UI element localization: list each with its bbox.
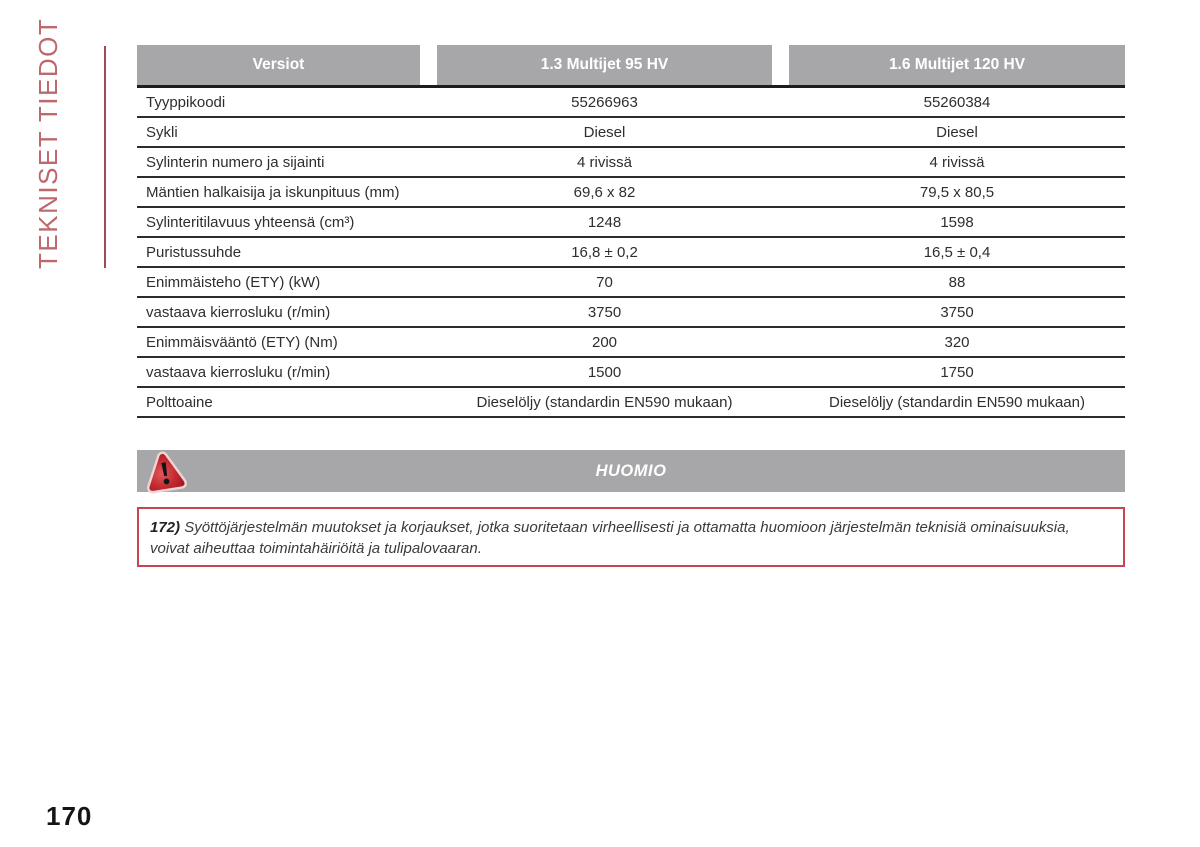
table-row	[137, 208, 1125, 238]
row-label: Tyyppikoodi	[146, 93, 226, 111]
row-label: Polttoaine	[146, 393, 213, 411]
row-value-16: 1598	[940, 213, 974, 231]
row-value-16: 3750	[940, 303, 974, 321]
row-value-16: 55260384	[923, 93, 991, 111]
row-value-13: 200	[591, 333, 618, 351]
row-label: Sylinteritilavuus yhteensä (cm³)	[146, 213, 355, 231]
row-value-16: 79,5 x 80,5	[919, 183, 995, 201]
warning-title: HUOMIO	[595, 461, 667, 480]
header-gap	[420, 45, 437, 85]
table-row	[137, 178, 1125, 208]
row-value-13: 69,6 x 82	[573, 183, 636, 201]
row-label: Mäntien halkaisija ja iskunpituus (mm)	[146, 183, 400, 201]
header-gap	[772, 45, 789, 85]
engine-spec-table	[137, 45, 1125, 418]
row-value-16: Diesel	[936, 123, 978, 141]
row-label: vastaava kierrosluku (r/min)	[146, 303, 331, 321]
row-value-13: 16,8 ± 0,2	[571, 243, 638, 261]
table-row	[137, 298, 1125, 328]
row-value-13: Dieselöljy (standardin EN590 mukaan)	[476, 393, 733, 411]
table-row	[137, 118, 1125, 148]
row-value-16: 88	[948, 273, 966, 291]
row-value-16: 1750	[940, 363, 974, 381]
sidebar-vertical-rule	[104, 46, 106, 268]
note-box	[137, 507, 1125, 567]
row-value-16: 320	[944, 333, 970, 351]
row-label: Sylinterin numero ja sijainti	[146, 153, 325, 171]
row-label: Enimmäisteho (ETY) (kW)	[146, 273, 321, 291]
page-number: 170	[46, 801, 93, 831]
table-row	[137, 358, 1125, 388]
header-versiot: Versiot	[137, 45, 420, 85]
table-row	[137, 388, 1125, 418]
header-16-multijet: 1.6 Multijet 120 HV	[789, 45, 1125, 85]
warning-bar	[137, 450, 1125, 492]
note-text: Syöttöjärjestelmän muutokset ja korjaukset, jotka suoritetaan virheellisesti ja ottamatta huomioon järjestelmän teknisiä ominaisuuksia, voivat aiheuttaa toimintahäiriöitä ja tulipalovaaran.	[150, 519, 1070, 557]
row-label: Puristussuhde	[146, 243, 242, 261]
row-value-16: Dieselöljy (standardin EN590 mukaan)	[829, 393, 1085, 411]
section-title-vertical: TEKNISET TIEDOT	[33, 17, 63, 269]
note-reference-number: 172)	[150, 519, 181, 536]
row-label: vastaava kierrosluku (r/min)	[146, 363, 331, 381]
row-value-13: 1248	[587, 213, 622, 231]
row-value-13: 4 rivissä	[576, 153, 632, 171]
row-label: Sykli	[146, 123, 178, 141]
row-value-16: 16,5 ± 0,4	[923, 243, 991, 261]
row-value-13: 70	[596, 273, 613, 291]
table-row	[137, 268, 1125, 298]
table-row	[137, 328, 1125, 358]
table-header-row	[137, 45, 1125, 85]
row-value-13: Diesel	[583, 123, 626, 141]
table-row	[137, 148, 1125, 178]
row-value-13: 3750	[587, 303, 622, 321]
row-label: Enimmäisvääntö (ETY) (Nm)	[146, 333, 338, 351]
table-row	[137, 88, 1125, 118]
row-value-16: 4 rivissä	[929, 153, 985, 171]
warning-triangle-icon	[141, 447, 189, 495]
header-13-multijet: 1.3 Multijet 95 HV	[437, 45, 772, 85]
row-value-13: 1500	[587, 363, 622, 381]
section-sidebar-label	[33, 17, 106, 269]
row-value-13: 55266963	[571, 93, 638, 111]
table-row	[137, 238, 1125, 268]
